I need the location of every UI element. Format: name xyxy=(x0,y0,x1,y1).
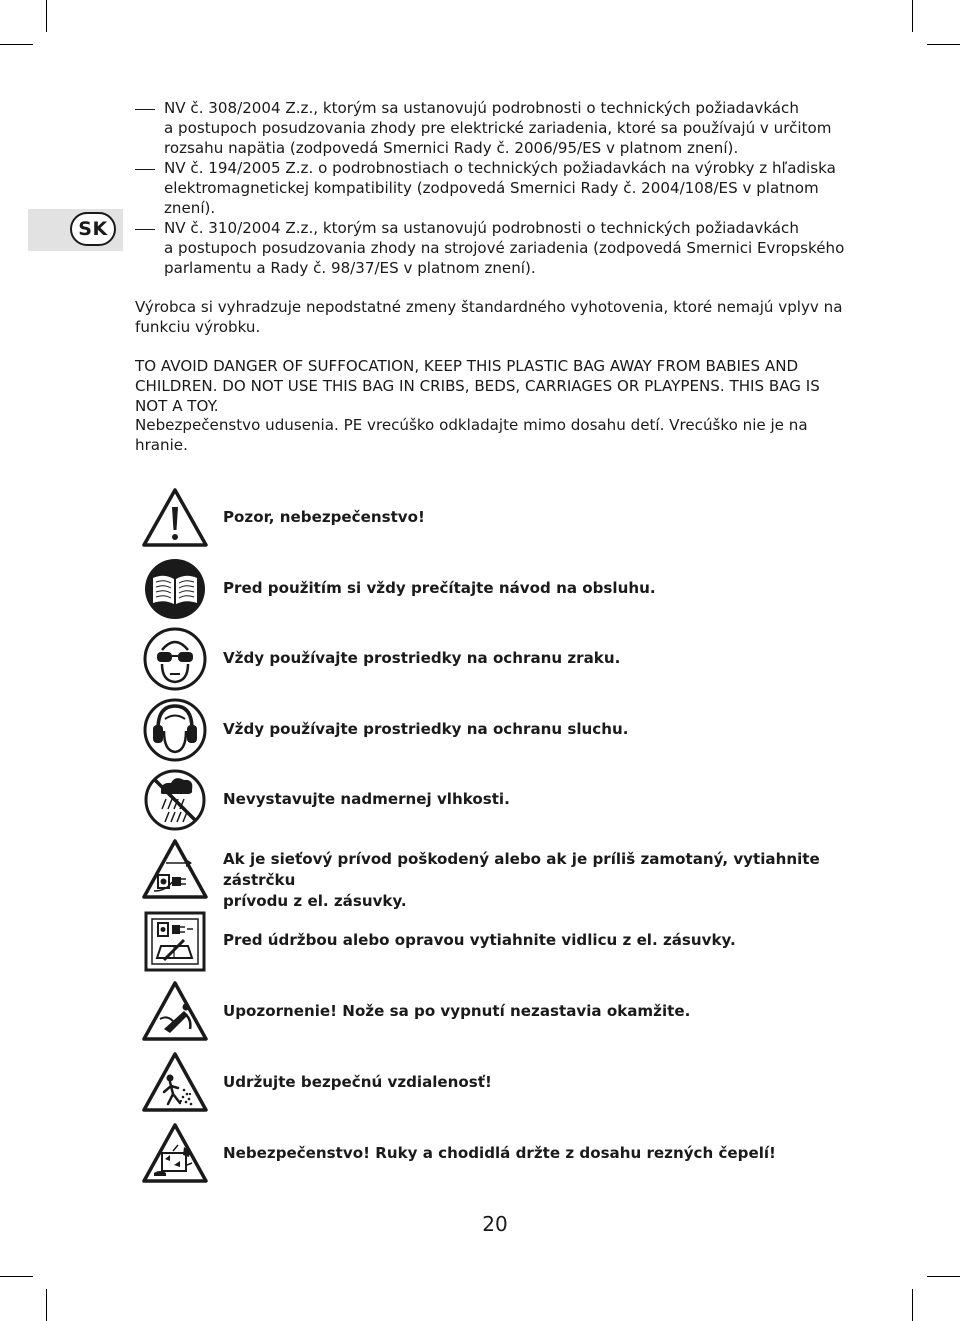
unplug-damaged-cord-icon xyxy=(140,837,210,903)
crop-mark xyxy=(927,1276,960,1277)
text-line: a postupoch posudzovania zhody pre elektrické zariadenia, ktoré sa používajú v určitom xyxy=(164,118,832,137)
keep-hands-feet-away-icon xyxy=(140,1121,210,1187)
dash-bullet xyxy=(135,109,155,110)
text-line: parlamentu a Rady č. 98/37/ES v platnom znení). xyxy=(164,258,536,277)
text-line: funkciu výrobku. xyxy=(135,317,261,336)
dash-bullet xyxy=(135,169,155,170)
crop-mark xyxy=(46,1289,47,1321)
text-line: NV č. 308/2004 Z.z., ktorým sa ustanovujú podrobnosti o technických požiadavkách xyxy=(164,99,799,117)
crop-mark xyxy=(927,44,960,45)
symbol-label: Nebezpečenstvo! Ruky a chodidlá držte z dosahu rezných čepelí! xyxy=(223,1144,776,1162)
crop-mark xyxy=(46,0,47,32)
text-line: hranie. xyxy=(135,436,188,455)
symbol-label: Pred údržbou alebo opravou vytiahnite vidlicu z el. zásuvky. xyxy=(223,931,736,949)
text-line: Výrobca si vyhradzuje nepodstatné zmeny štandardného vyhotovenia, ktoré nemajú vplyv na xyxy=(135,298,843,316)
text-line: elektromagnetickej kompatibility (zodpovedá Smernici Rady č. 2004/108/ES v platnom xyxy=(164,178,819,197)
symbol-label: Upozornenie! Nože sa po vypnutí nezastavia okamžite. xyxy=(223,1002,691,1020)
suffocation-warning xyxy=(135,357,895,456)
manufacturer-note xyxy=(135,298,895,338)
blades-keep-turning-icon xyxy=(140,979,210,1045)
warning-triangle-icon xyxy=(140,485,210,551)
crop-mark xyxy=(0,1276,33,1277)
unplug-before-maintenance-icon xyxy=(140,908,210,974)
text-line: NV č. 194/2005 Z.z. o podrobnostiach o technických požiadavkách na výrobky z hľadiska xyxy=(164,159,836,177)
crop-mark xyxy=(0,44,33,45)
text-line: znení). xyxy=(164,198,216,217)
eye-protection-icon xyxy=(140,626,210,692)
text-line: NOT A TOY. xyxy=(135,396,219,415)
keep-distance-icon xyxy=(140,1050,210,1116)
symbol-label: Ak je sieťový prívod poškodený alebo ak je príliš zamotaný, vytiahnite zástrčku xyxy=(223,850,820,889)
symbol-label: Pozor, nebezpečenstvo! xyxy=(223,508,425,526)
symbol-label: Nevystavujte nadmernej vlhkosti. xyxy=(223,790,510,808)
page-number: 20 xyxy=(482,1212,508,1236)
text-line: NV č. 310/2004 Z.z., ktorým sa ustanovujú podrobnosti o technických požiadavkách xyxy=(164,219,799,237)
text-line: TO AVOID DANGER OF SUFFOCATION, KEEP THIS PLASTIC BAG AWAY FROM BABIES AND xyxy=(135,357,799,375)
symbol-label: Vždy používajte prostriedky na ochranu sluchu. xyxy=(223,720,629,738)
text-line: Nebezpečenstvo udusenia. PE vrecúško odkladajte mimo dosahu detí. Vrecúško nie je na xyxy=(135,416,808,435)
crop-mark xyxy=(912,0,913,32)
symbol-label: Vždy používajte prostriedky na ochranu zraku. xyxy=(223,649,621,667)
text-line: CHILDREN. DO NOT USE THIS BAG IN CRIBS, BEDS, CARRIAGES OR PLAYPENS. THIS BAG IS xyxy=(135,376,820,395)
dash-bullet xyxy=(135,229,155,230)
symbol-label: prívodu z el. zásuvky. xyxy=(223,892,407,910)
text-line: a postupoch posudzovania zhody na strojové zariadenia (zodpovedá Smernici Evropského xyxy=(164,238,845,257)
ear-protection-icon xyxy=(140,697,210,763)
read-manual-icon xyxy=(140,556,210,622)
language-badge: SK xyxy=(70,212,116,246)
symbol-label: Udržujte bezpečnú vzdialenosť! xyxy=(223,1073,492,1091)
crop-mark xyxy=(912,1289,913,1321)
text-line: rozsahu napätia (zodpovedá Smernici Rady č. 2006/95/ES v platnom znení). xyxy=(164,138,739,157)
symbol-label: Pred použitím si vždy prečítajte návod na obsluhu. xyxy=(223,579,656,597)
no-rain-icon xyxy=(140,767,210,833)
